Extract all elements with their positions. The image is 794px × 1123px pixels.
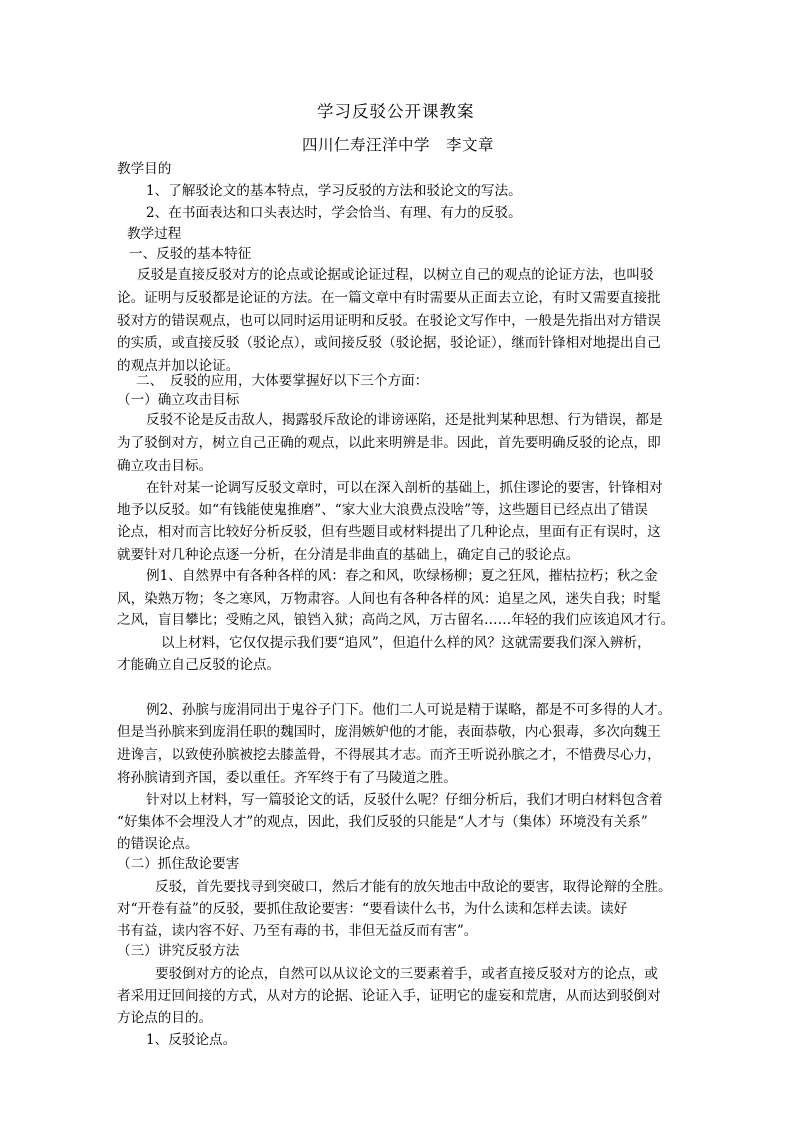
paragraph-line: 要驳倒对方的论点，自然可以从议论文的三要素着手，或者直接反驳对方的论点，或 [155, 966, 658, 982]
paragraph-line: 为了驳倒对方，树立自己正确的观点，以此来明辨是非。因此，首先要明确反驳的论点，即 [117, 435, 661, 451]
paragraph-line: 进谗言，以致使孙膑被挖去膝盖骨，不得展其才志。而齐王听说孙膑之才，不惜费尽心力， [117, 747, 661, 763]
paragraph-line: 地予以反驳。如“有钱能使鬼推磨”、“家大业大浪费点没啥”等，这些题目已经点出了错误 [117, 502, 648, 518]
paragraph-line: 反驳是直接反驳对方的论点或论据或论证过程，以树立自己的观点的论证方法，也叫驳 [137, 267, 654, 283]
paragraph-line: 书有益，读内容不好、乃至有毒的书，非但无益反而有害”。 [117, 923, 478, 939]
paragraph-line: 例1、自然界中有各种各样的风：春之和风，吹绿杨柳；夏之狂风，摧枯拉朽；秋之金 [146, 568, 658, 584]
paragraph-line: 者采用迂回间接的方式，从对方的论据、论证入手，证明它的虚妄和荒唐，从而达到驳倒对 [117, 988, 661, 1004]
paragraph-line: 将孙膑请到齐国，委以重任。齐军终于有了马陵道之胜。 [117, 770, 457, 786]
paragraph-line: 针对以上材料，写一篇驳论文的话，反驳什么呢？仔细分析后，我们才明白材料包含着 [146, 792, 663, 808]
section-heading: （一）确立攻击目标 [117, 392, 240, 408]
paragraph-line: 才能确立自己反驳的论点。 [117, 657, 281, 673]
paragraph-line: 的实质，或直接反驳（驳论点），或间接反驳（驳论据，驳论证），继而针锋相对地提出自己 [117, 335, 661, 351]
paragraph-line: 反驳，首先要找寻到突破口，然后才能有的放矢地击中敌论的要害，取得论辩的全胜。 [155, 879, 672, 895]
paragraph-line: 就要针对几种论点逐一分析，在分清是非曲直的基础上，确定自己的驳论点。 [117, 547, 580, 563]
paragraph-line: 的观点并加以论证。 [117, 358, 240, 374]
paragraph-line: 论点，相对而言比较好分析反驳，但有些题目或材料提出了几种论点，里面有正有误时，这 [117, 524, 661, 540]
paragraph-line: 风，染熟万物；冬之寒风，万物肃容。人间也有各种各样的风：追星之风，迷失自我；时髦 [117, 591, 661, 607]
paragraph-line: 反驳不论是反击敌人，揭露驳斥敌论的诽谤诬陷，还是批判某种思想、行为错误，都是 [146, 412, 663, 428]
paragraph-line: 以上材料，它仅仅提示我们要“追风”，但追什么样的风？这就需要我们深入辨析， [161, 635, 651, 651]
paragraph-line: 论。证明与反驳都是论证的方法。在一篇文章中有时需要从正面去立论，有时又需要直接批 [117, 290, 661, 306]
paragraph-line: 但是当孙膑来到庞涓任职的魏国时，庞涓嫉妒他的才能，表面恭敬，内心狠毒，多次向魏王 [117, 724, 661, 740]
section-heading: 教学过程 [127, 226, 182, 242]
paragraph-line: 的错误论点。 [117, 836, 199, 852]
section-heading: 教学目的 [117, 161, 172, 177]
section-heading: 一、反驳的基本特征 [129, 246, 252, 262]
paragraph-line: 驳对方的错误观点，也可以同时运用证明和反驳。在驳论文写作中，一般是先指出对方错误 [117, 313, 661, 329]
paragraph-line: 确立攻击目标。 [117, 458, 213, 474]
paragraph-line: 2、在书面表达和口头表达时，学会恰当、有理、有力的反驳。 [146, 205, 522, 221]
paragraph-line: 方论点的目的。 [117, 1010, 213, 1026]
paragraph-line: 例2、孙膑与庞涓同出于鬼谷子门下。他们二人可说是精于谋略，都是不可多得的人才。 [146, 702, 672, 718]
paragraph-line: 对“开卷有益”的反驳，要抓住敌论要害：“要看读什么书，为什么读和怎样去读。读好 [117, 901, 628, 917]
section-heading: （三）讲究反驳方法 [117, 943, 240, 959]
author-line: 四川仁寿汪洋中学 李文章 [302, 136, 495, 154]
section-heading: 二、 反驳的应用，大体要掌握好以下三个方面： [136, 373, 429, 389]
section-heading: 1、反驳论点。 [146, 1032, 237, 1048]
paragraph-line: 1、了解驳论文的基本特点，学习反驳的方法和驳论文的写法。 [146, 183, 522, 199]
paragraph-line: 在针对某一论调写反驳文章时，可以在深入剖析的基础上，抓住谬论的要害，针锋相对 [146, 480, 663, 496]
paragraph-line: 之风，盲目攀比；受贿之风，锒铛入狱；高尚之风，万古留名……年轻的我们应该追风才行。 [117, 612, 675, 628]
paragraph-line: “好集体不会埋没人才”的观点，因此，我们反驳的只能是“人才与（集体）环境没有关系” [117, 814, 648, 830]
document-title: 学习反驳公开课教案 [317, 102, 475, 121]
section-heading: （二）抓住敌论要害 [117, 856, 240, 872]
